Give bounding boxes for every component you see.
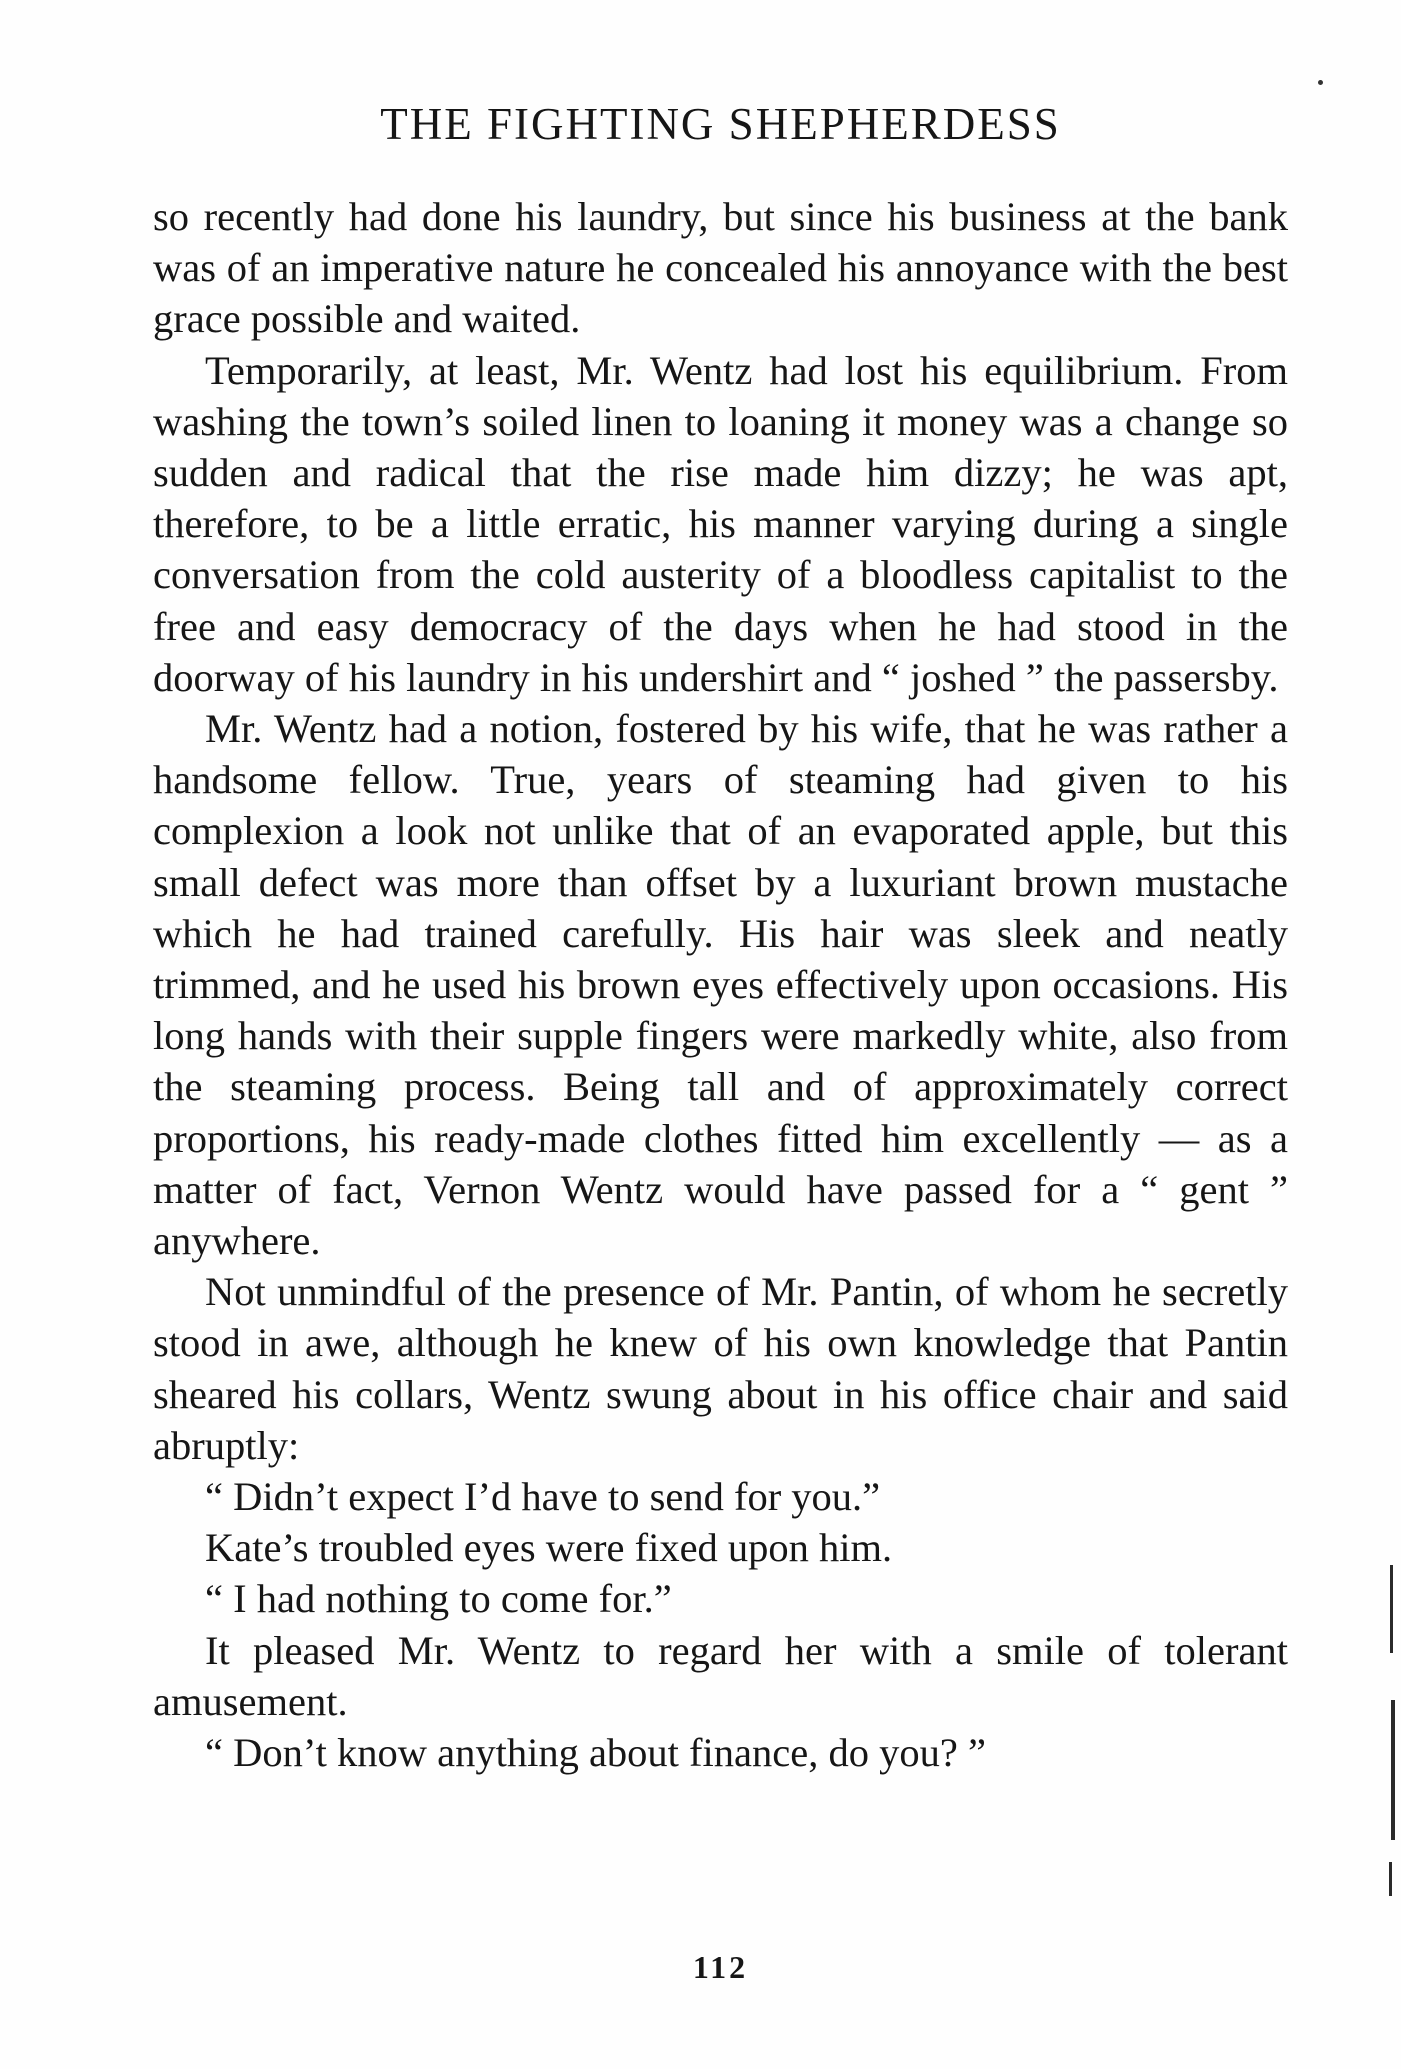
scan-speck <box>1318 80 1323 85</box>
paragraph-5: “ Didn’t expect I’d have to send for you.” <box>205 1474 881 1520</box>
body-text <box>153 191 1288 1778</box>
page-number: 112 <box>692 1949 749 1985</box>
paragraph-7: “ I had nothing to come for.” <box>205 1576 672 1622</box>
paragraph-2: Temporarily, at least, Mr. Wentz had lost his equilibrium. From washing the town’s soiled linen to loaning it money was a change so sudden and radical that the rise made him dizzy; he was apt, therefore, to be a little erratic, his manner varying during a single conversation from the cold austerity of a bloodless capitalist to the free and easy democracy of the days when he had stood in the doorway of his laundry in his undershirt and “ joshed ” the passersby. <box>153 347 1288 700</box>
running-head: THE FIGHTING SHEPHERDESS <box>380 99 1061 149</box>
scan-edge-mark <box>1391 1700 1395 1840</box>
scan-edge-mark <box>1390 1565 1393 1653</box>
paragraph-9: “ Don’t know anything about finance, do you? ” <box>205 1730 986 1776</box>
paragraph-6: Kate’s troubled eyes were fixed upon him. <box>205 1525 893 1571</box>
paragraph-8: It pleased Mr. Wentz to regard her with a smile of tolerant amusement. <box>153 1627 1288 1724</box>
paragraph-3: Mr. Wentz had a notion, fostered by his wife, that he was rather a handsome fellow. True, years of steaming had given to his complexion a look not unlike that of an evaporated apple, but this small defect was more than offset by a luxuriant brown mustache which he had trained carefully. His hair was sleek and neatly trimmed, and he used his brown eyes effectively upon occasions. His long hands with their supple fingers were markedly white, also from the steaming process. Being tall and of approximately correct proportions, his ready-made clothes fitted him excellently — as a matter of fact, Vernon Wentz would have passed for a “ gent ” anywhere. <box>153 706 1288 1264</box>
paragraph-1: so recently had done his laundry, but since his business at the bank was of an imperative nature he concealed his annoyance with the best grace possible and waited. <box>153 194 1288 342</box>
paragraph-4: Not unmindful of the presence of Mr. Pantin, of whom he secretly stood in awe, although he knew of his own knowledge that Pantin sheared his collars, Wentz swung about in his office chair and said abruptly: <box>153 1269 1288 1468</box>
scan-edge-mark <box>1389 1862 1392 1896</box>
